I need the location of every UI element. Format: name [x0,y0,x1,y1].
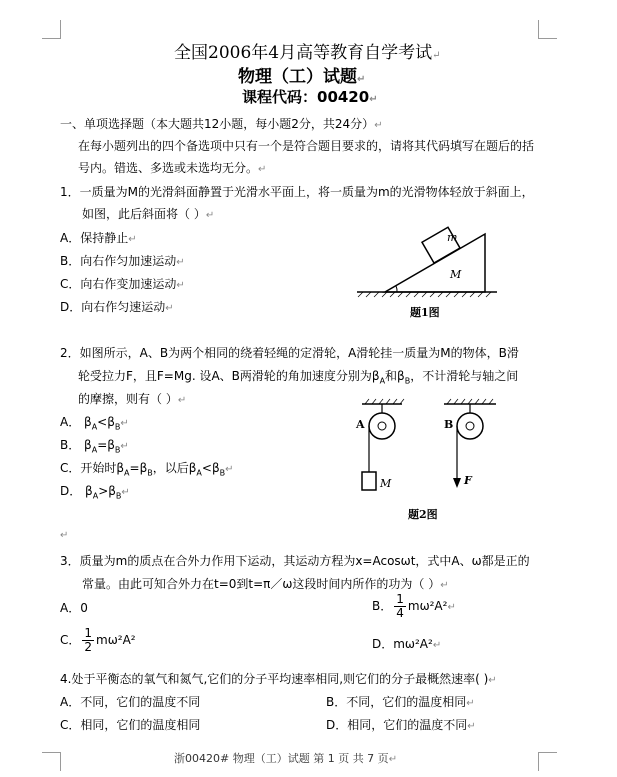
q3-c-fraction: $\frac{1}{2}$ [84,626,93,654]
q2-text-2: 轮受拉力F，且F=Mg. 设A、B两滑轮的角加速度分别为$\beta_A$和$\beta_B$，不计滑轮与轴之间 [78,369,519,386]
q2-option-a: A． $\beta_A<\beta_B↵$ [60,415,129,432]
q4-option-b: B．不同，它们的温度相同↵ [326,695,475,709]
q4-option-c: C．相同，它们的温度相同 [60,718,201,732]
crop-mark-top-right [538,20,557,39]
q4-option-a: A．不同，它们的温度不同 [60,695,201,709]
q2-fig-label-A: A [356,418,365,431]
q1-option-b: B．向右作匀加速运动↵ [60,254,185,268]
q3-text-2: 常量。由此可知合外力在t=0到t=π／ω这段时间内所作的功为（ ）↵ [82,577,449,591]
q4-option-d: D．相同，它们的温度不同↵ [326,718,476,732]
q1-fig-label-M: M [450,268,462,281]
q3-option-c: C． $\frac{1}{2}$ mω²A² [60,626,136,654]
q1-text-1: 1．一质量为M的光滑斜面静置于光滑水平面上，将一质量为m的光滑物体轻放于斜面上， [60,185,534,199]
q2-text-3: 的摩擦，则有（ ）↵ [78,392,187,406]
q3-b-fraction: $\frac{1}{4}$ [396,592,404,620]
section-instructions-1: 在每小题列出的四个备选项中只有一个是符合题目要求的，请将其代码填写在题后的括 [78,139,535,153]
q2-figure [352,396,507,500]
q2-figure-caption: 题2图 [408,508,438,521]
page-footer: 浙00420# 物理（工）试题 第 1 页 共 7 页↵ [174,752,398,765]
q1-option-d: D．向右作匀速运动↵ [60,300,174,314]
q3-option-b: B． $\frac{1}{4}$ mω²A²↵ [372,592,456,620]
q2-fig-label-B: B [444,418,454,431]
q1-option-c: C．向右作变加速运动↵ [60,277,185,291]
q2-option-c: C．开始时$\beta_A=\beta_B$，以后$\beta_A<\beta_B↵$ [60,461,234,478]
q2-option-d: D． $\beta_A>\beta_B↵$ [60,484,130,501]
q1-fig-label-m: m [447,231,458,244]
section-heading: 一、单项选择题（本大题共12小题，每小题2分，共24分）↵ [60,117,383,131]
empty-paragraph-mark: ↵ [60,530,69,541]
q2-text-1: 2．如图所示，A、B为两个相同的绕着轻绳的定滑轮，A滑轮挂一质量为M的物体，B滑 [60,346,519,360]
q1-figure-caption: 题1图 [410,306,440,319]
q3-option-d: D．mω²A²↵ [372,637,442,651]
q1-figure [355,216,500,300]
q1-text-2: 如图，此后斜面将（ ）↵ [82,207,215,221]
crop-mark-top-left [42,20,61,39]
q1-option-a: A．保持静止↵ [60,231,137,245]
page-title-line2: 物理（工）试题↵ [238,67,366,87]
q3-option-a: A．0 [60,601,88,615]
page-title-line1: 全国2006年4月高等教育自学考试↵ [174,43,441,63]
crop-mark-bottom-left [42,752,61,771]
q2-fig-label-F: F [464,474,472,487]
q2-fig-label-M: M [380,477,392,490]
page-title-line3: 课程代码：00420↵ [242,88,378,106]
section-instructions-2: 号内。错选、多选或未选均无分。↵ [78,161,267,175]
q4-text-1: 4.处于平衡态的氧气和氮气,它们的分子平均速率相同,则它们的分子最概然速率( )↵ [60,672,497,686]
crop-mark-bottom-right [538,752,557,771]
q3-text-1: 3．质量为m的质点在合外力作用下运动，其运动方程为x=Acosωt，式中A、ω都是正的 [60,554,530,568]
q2-option-b: B． $\beta_A=\beta_B↵$ [60,438,129,455]
